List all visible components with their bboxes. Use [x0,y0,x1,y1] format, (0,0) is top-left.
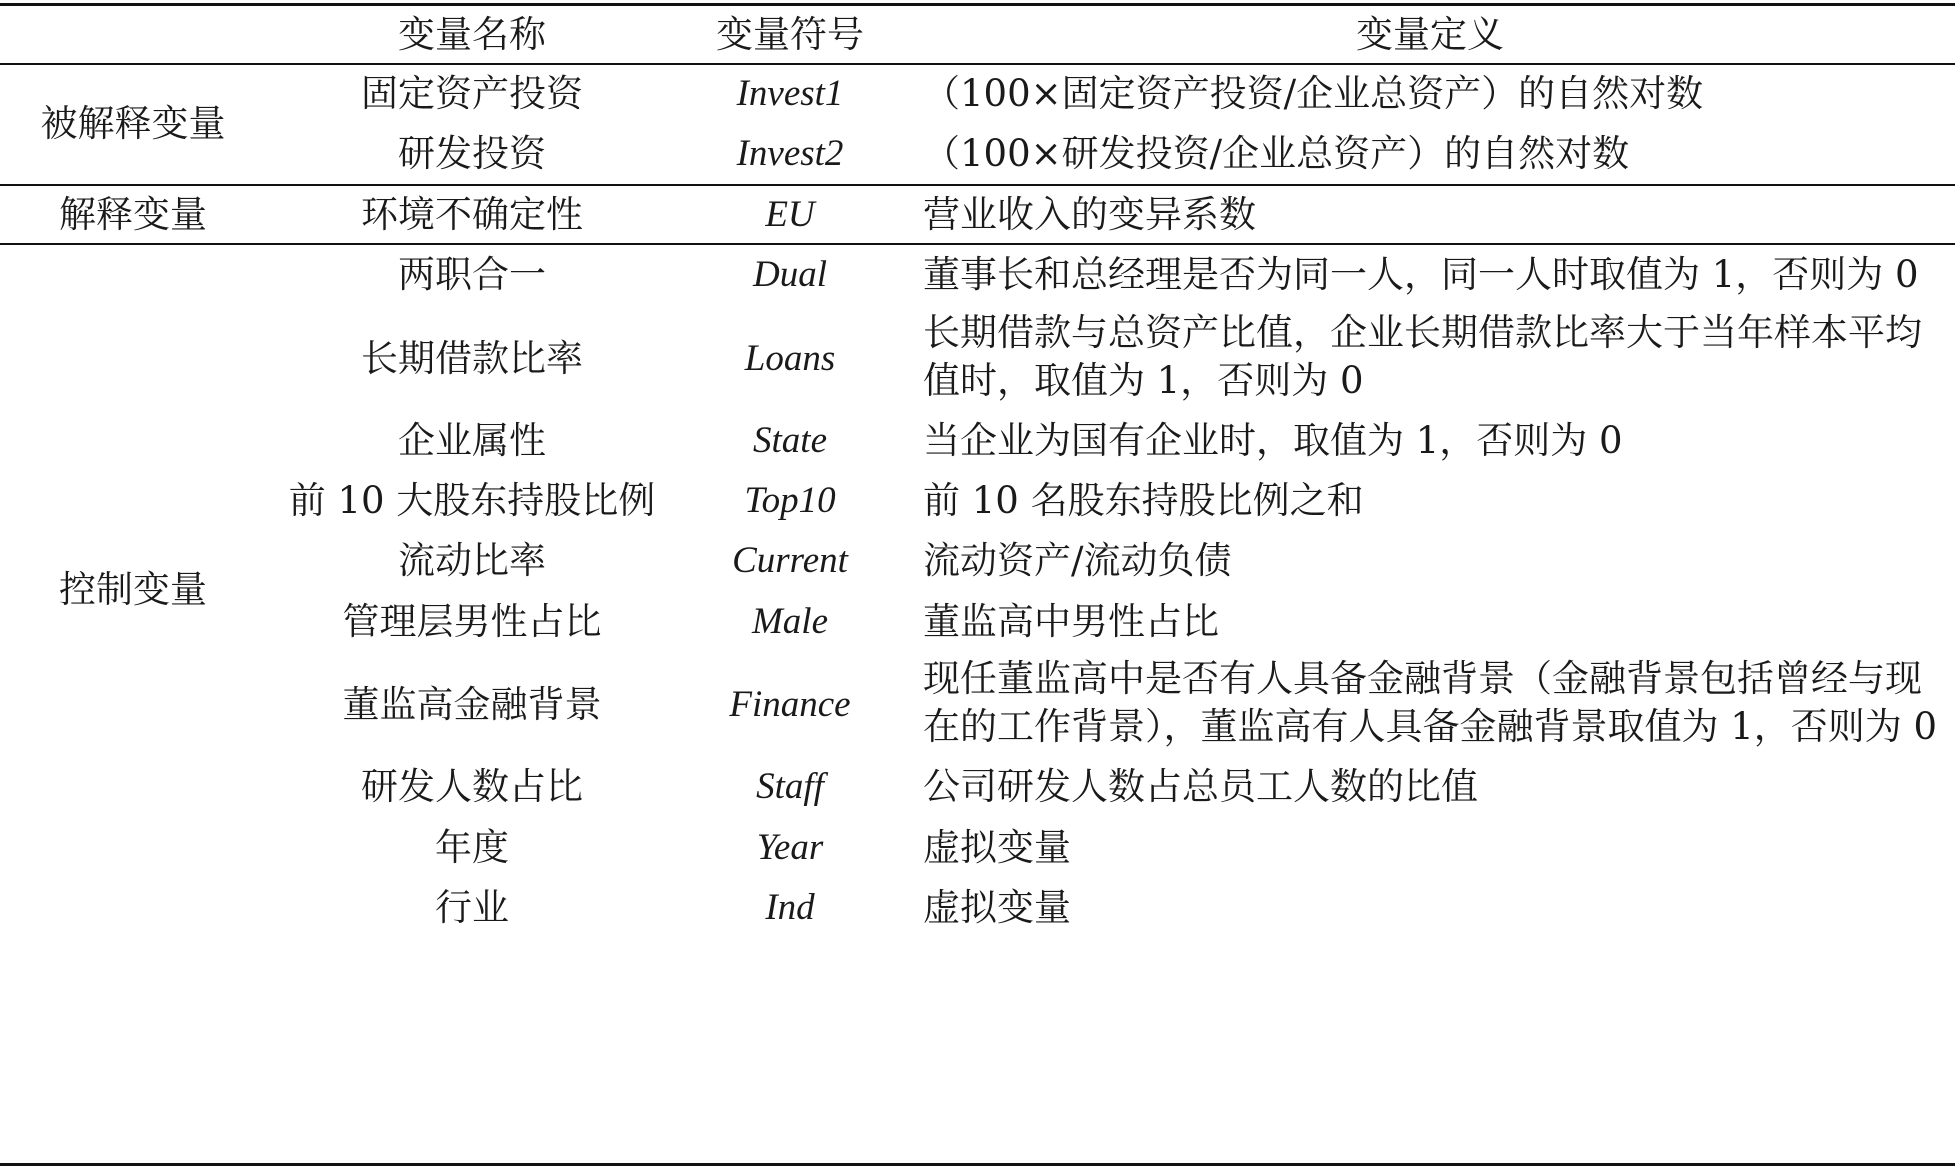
row-symbol: Current [732,540,848,581]
row-symbol: Finance [729,684,851,725]
row-definition: 流动资产/流动负债 [923,539,1232,582]
row-symbol: Invest2 [736,133,844,174]
row-definition-line-1: 长期借款与总资产比值，企业长期借款比率大于当年样本平均 [923,311,1922,354]
row-definition-line-2: 值时，取值为 1，否则为 0 [923,359,1364,402]
row-name: 环境不确定性 [361,193,583,236]
row-symbol: State [753,420,827,461]
row-name: 企业属性 [398,419,546,462]
header-variable-name: 变量名称 [398,13,546,56]
row-definition-line-1: 现任董监高中是否有人具备金融背景（金融背景包括曾经与现 [923,657,1922,700]
row-definition-line-2: 在的工作背景），董监高有人具备金融背景取值为 1，否则为 0 [923,705,1938,748]
group-rule-1 [0,184,1955,186]
row-symbol: Top10 [744,480,836,521]
bottom-rule [0,1163,1955,1166]
top-rule [0,3,1955,6]
row-symbol: Loans [744,338,836,379]
row-name: 流动比率 [398,539,546,582]
row-definition: 公司研发人数占总员工人数的比值 [923,765,1478,808]
row-name: 管理层男性占比 [342,600,602,643]
group-dependent: 被解释变量 [40,102,226,145]
row-definition: 董事长和总经理是否为同一人，同一人时取值为 1，否则为 0 [923,253,1919,296]
header-variable-definition: 变量定义 [1356,13,1504,56]
header-rule [0,63,1955,65]
row-name: 行业 [435,886,509,929]
row-definition: 董监高中男性占比 [923,600,1219,643]
group-rule-2 [0,243,1955,245]
row-symbol: Male [751,601,829,642]
row-name: 长期借款比率 [361,337,583,380]
row-definition: （100×研发投资/企业总资产）的自然对数 [923,132,1630,175]
group-explanatory: 解释变量 [59,193,207,236]
row-symbol: Dual [753,254,827,295]
header-variable-symbol: 变量符号 [716,13,864,56]
row-symbol: Ind [765,887,815,928]
row-symbol: Year [756,827,824,868]
row-symbol: Invest1 [736,73,844,114]
row-symbol: Staff [756,766,824,807]
row-name: 研发投资 [398,132,546,175]
row-definition: 虚拟变量 [923,826,1071,869]
row-name: 年度 [435,826,509,869]
row-name: 研发人数占比 [361,765,583,808]
row-name: 两职合一 [398,253,546,296]
row-definition: 前 10 名股东持股比例之和 [923,479,1364,522]
group-control: 控制变量 [59,568,207,611]
row-definition: （100×固定资产投资/企业总资产）的自然对数 [923,72,1704,115]
row-name: 前 10 大股东持股比例 [288,479,656,522]
row-symbol: EU [765,194,815,235]
row-definition: 营业收入的变异系数 [923,193,1256,236]
row-definition: 当企业为国有企业时，取值为 1，否则为 0 [923,419,1623,462]
row-definition: 虚拟变量 [923,886,1071,929]
row-name: 董监高金融背景 [342,683,602,726]
row-name: 固定资产投资 [361,72,583,115]
